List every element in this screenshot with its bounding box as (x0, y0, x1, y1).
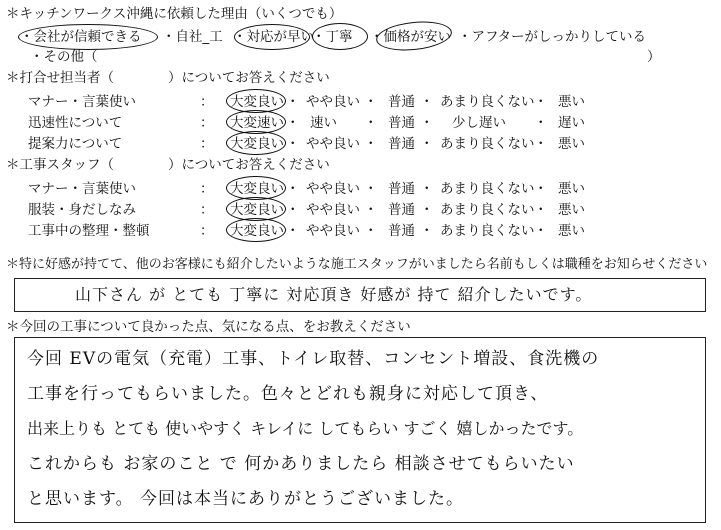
choice-bad[interactable]: 悪い (558, 94, 585, 110)
choice-dot: ・ (534, 202, 548, 218)
choice-normal[interactable]: 普通 (388, 136, 415, 152)
choice-dot: ・ (420, 202, 434, 218)
q4-answer-text[interactable]: 山下さん が とても 丁寧に 対応頂き 好感が 持て 紹介したいです。 (75, 285, 593, 304)
row-label: 服装・身だしなみ (28, 202, 136, 218)
q1-selected-mark-cheap (375, 18, 454, 54)
choice-not-good[interactable]: あまり良くない (440, 181, 535, 197)
q5-answer-line-2: 工事を行ってもらいました。色々とどれも親身に対応して頂き、 (27, 384, 549, 404)
q4-answer-box (14, 278, 706, 312)
choice-bad[interactable]: 悪い (558, 223, 585, 239)
q1-option-reliable[interactable]: ・会社が信頼できる (20, 29, 142, 45)
choice-dot: ・ (286, 136, 300, 152)
choice-dot: ・ (364, 136, 378, 152)
q1-option-other[interactable]: ・その他（ (30, 49, 98, 65)
choice-normal[interactable]: 普通 (388, 181, 415, 197)
q1-heading: ＊キッチンワークス沖縄に依頼した理由（いくつでも） (6, 6, 343, 22)
choice-slightly-slow[interactable]: 少し遅い (452, 115, 506, 131)
q5-answer-box (14, 337, 706, 523)
q1-option-aftercare[interactable]: ・アフターがしっかりしている (458, 29, 647, 45)
choice-very-good[interactable]: 大変良い (230, 136, 284, 152)
row-label: マナー・言葉使い (28, 94, 136, 110)
choice-bad[interactable]: 悪い (558, 202, 585, 218)
q5-answer-line-1: 今回 EVの電気（充電）工事、トイレ取替、コンセント増設、食洗機の (27, 349, 600, 369)
choice-dot: ・ (534, 115, 548, 131)
choice-fairly-good[interactable]: やや良い (306, 181, 360, 197)
choice-very-good[interactable]: 大変良い (230, 223, 284, 239)
q5-heading: ＊今回の工事について良かった点、気になる点、をお教えください (6, 319, 411, 335)
choice-bad[interactable]: 悪い (558, 136, 585, 152)
choice-slow[interactable]: 遅い (558, 115, 585, 131)
choice-not-good[interactable]: あまり良くない (440, 202, 535, 218)
q1-selected-mark-polite (312, 23, 368, 50)
choice-dot: ・ (420, 181, 434, 197)
q1-option-cheap[interactable]: ・価格が安い (370, 29, 451, 45)
q3-row-tidiness-selected-mark (226, 218, 286, 242)
row-label: マナー・言葉使い (28, 181, 136, 197)
choice-dot: ・ (420, 94, 434, 110)
choice-normal[interactable]: 普通 (388, 94, 415, 110)
choice-very-good[interactable]: 大変良い (230, 202, 284, 218)
choice-dot: ・ (534, 94, 548, 110)
row-colon: ： (200, 181, 214, 197)
choice-dot: ・ (364, 181, 378, 197)
choice-not-good[interactable]: あまり良くない (440, 223, 535, 239)
choice-dot: ・ (286, 223, 300, 239)
choice-dot: ・ (364, 115, 378, 131)
q1-option-quick[interactable]: ・対応が早い (233, 29, 314, 45)
q1-option-other-close: ） (647, 49, 661, 65)
row-colon: ： (200, 223, 214, 239)
q3-heading: ＊工事スタッフ（ ）についてお答えください (6, 157, 330, 173)
choice-very-fast[interactable]: 大変速い (230, 115, 284, 131)
row-label: 工事中の整理・整頓 (28, 223, 150, 239)
row-colon: ： (200, 202, 214, 218)
choice-dot: ・ (286, 94, 300, 110)
choice-dot: ・ (364, 202, 378, 218)
q5-answer-line-3: 出来上りも とても 使いやすく キレイに してもらい すごく 嬉しかったです。 (27, 419, 584, 438)
choice-normal[interactable]: 普通 (388, 202, 415, 218)
choice-dot: ・ (534, 136, 548, 152)
choice-dot: ・ (364, 223, 378, 239)
choice-dot: ・ (534, 223, 548, 239)
q1-selected-mark-quick (234, 24, 310, 50)
choice-fairly-good[interactable]: やや良い (306, 202, 360, 218)
choice-normal[interactable]: 普通 (388, 115, 415, 131)
q5-answer-line-5: と思います。 今回は本当にありがとうございました。 (27, 489, 465, 509)
choice-not-good[interactable]: あまり良くない (440, 94, 535, 110)
choice-dot: ・ (534, 181, 548, 197)
q1-option-own-construction[interactable]: ・自社_工 (162, 29, 223, 45)
choice-fairly-good[interactable]: やや良い (306, 94, 360, 110)
q2-row-proposal-selected-mark (226, 131, 286, 155)
choice-dot: ・ (364, 94, 378, 110)
q1-selected-mark-reliable (18, 24, 158, 50)
choice-fairly-good[interactable]: やや良い (306, 223, 360, 239)
choice-normal[interactable]: 普通 (388, 223, 415, 239)
choice-dot: ・ (286, 202, 300, 218)
row-label: 迅速性について (28, 115, 123, 131)
choice-dot: ・ (420, 115, 434, 131)
choice-dot: ・ (420, 223, 434, 239)
row-label: 提案力について (28, 136, 123, 152)
choice-bad[interactable]: 悪い (558, 181, 585, 197)
choice-fast[interactable]: 速い (310, 115, 337, 131)
q4-heading: ＊特に好感が持てて、他のお客様にも紹介したいような施工スタッフがいましたら名前もしくは職種をお知らせください (6, 257, 708, 272)
choice-not-good[interactable]: あまり良くない (440, 136, 535, 152)
q5-answer-line-4: これからも お家のこと で 何かありましたら 相談させてもらいたい (27, 454, 575, 474)
choice-dot: ・ (286, 181, 300, 197)
q1-option-polite[interactable]: ・丁寧 (312, 29, 353, 45)
choice-very-good[interactable]: 大変良い (230, 181, 284, 197)
choice-dot: ・ (286, 115, 300, 131)
choice-dot: ・ (420, 136, 434, 152)
choice-fairly-good[interactable]: やや良い (306, 136, 360, 152)
row-colon: ： (200, 136, 214, 152)
q2-heading: ＊打合せ担当者（ ）についてお答えください (6, 70, 330, 86)
row-colon: ： (200, 94, 214, 110)
row-colon: ： (200, 115, 214, 131)
choice-very-good[interactable]: 大変良い (230, 94, 284, 110)
